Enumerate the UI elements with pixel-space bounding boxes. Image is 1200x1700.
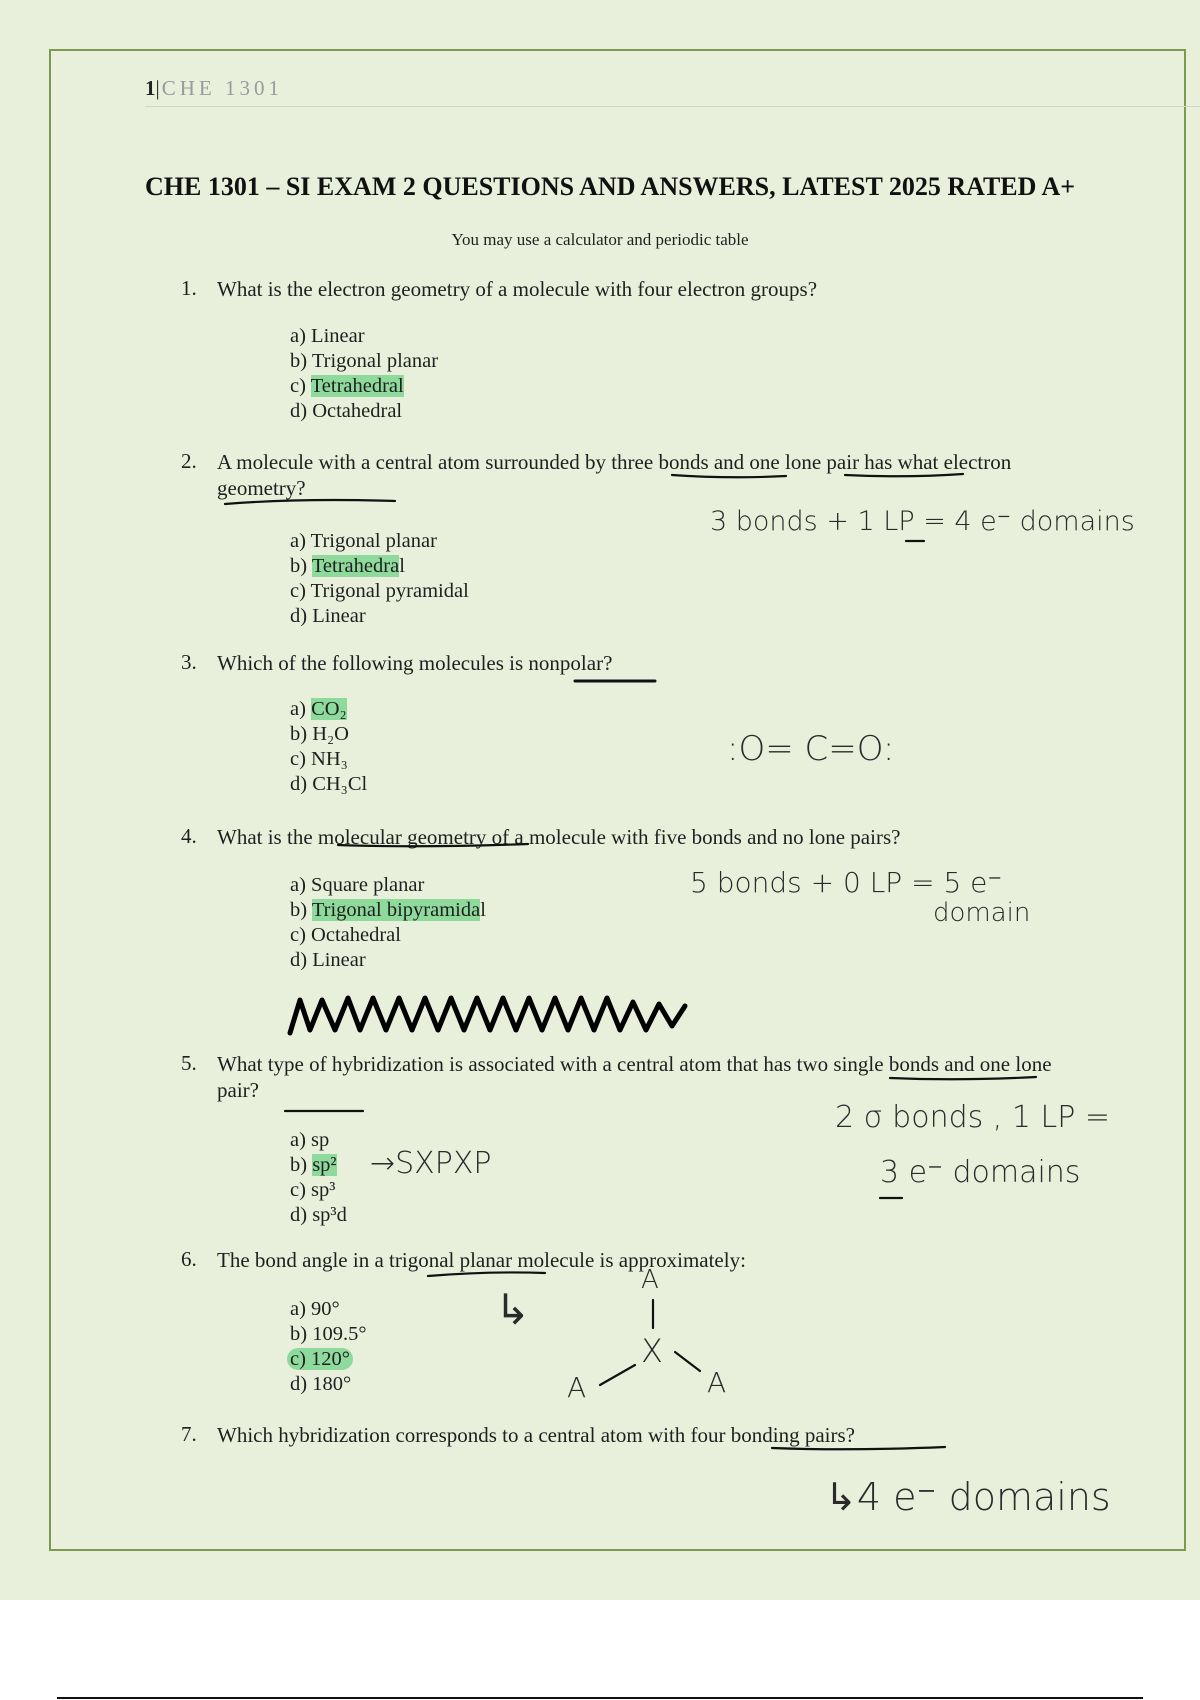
question-number: 5. — [181, 1051, 197, 1075]
handwritten-arrow-q5: →SXPXP — [370, 1146, 492, 1181]
bond-left — [600, 1365, 635, 1385]
option-c: c) NH₃ — [290, 748, 348, 770]
question-text: A molecule with a central atom surrounded by three bonds and one lone pair has what electron geometry? — [217, 450, 1012, 500]
handwritten-note-q5-2: 3 e⁻ domains — [880, 1155, 1081, 1190]
question-text: What is the molecular geometry of a molecule with five bonds and no lone pairs? — [217, 825, 901, 849]
question-text: Which hybridization corresponds to a central atom with four bonding pairs? — [217, 1423, 855, 1447]
scribble-out — [290, 998, 685, 1033]
molecule-atom-left: A — [567, 1371, 587, 1404]
handwritten-note-q7: ↳4 e⁻ domains — [825, 1475, 1111, 1519]
option-d: d) Linear — [290, 949, 366, 971]
answer-highlight: Tetrahedral — [310, 375, 404, 397]
underline-trigonal-planar — [428, 1272, 545, 1276]
option-b: b) H₂O — [290, 723, 349, 745]
question-text: What type of hybridization is associated with a central atom that has two single bonds and one lone pair? — [217, 1052, 1052, 1102]
handwritten-note-q5: 2 σ bonds , 1 LP = — [835, 1100, 1110, 1135]
option-d: d) Linear — [290, 605, 366, 627]
option-c: c) Trigonal pyramidal — [290, 580, 469, 602]
option-d: d) CH₃Cl — [290, 773, 368, 795]
option-b-answer: b) Tetrahedral — [290, 555, 405, 577]
question-number: 2. — [181, 449, 197, 473]
option-c: c) sp³ — [290, 1179, 336, 1201]
handwritten-note-q2: 3 bonds + 1 LP = 4 e⁻ domains — [710, 506, 1135, 537]
question-text: Which of the following molecules is nonpolar? — [217, 651, 613, 675]
question-text: The bond angle in a trigonal planar molecule is approximately: — [217, 1248, 746, 1272]
handwritten-lewis-structure: :O= C=O: — [727, 729, 895, 769]
option-a: a) Linear — [290, 325, 365, 347]
answer-highlight: sp² — [312, 1154, 337, 1176]
option-a: a) Trigonal planar — [290, 530, 437, 552]
option-d: d) Octahedral — [290, 400, 403, 422]
question-number: 6. — [181, 1247, 197, 1271]
handwritten-note-q4: 5 bonds + 0 LP = 5 e⁻ — [690, 866, 1003, 899]
molecule-atom-top: A — [641, 1265, 659, 1295]
header-separator: | — [155, 76, 162, 100]
question-number: 7. — [181, 1422, 197, 1446]
option-a: a) sp — [290, 1129, 330, 1151]
question-number: 4. — [181, 824, 197, 848]
document-title: CHE 1301 – SI EXAM 2 QUESTIONS AND ANSWERS, LATEST 2025 RATED A+ — [145, 172, 1076, 201]
question-number: 3. — [181, 650, 197, 674]
question-text: What is the electron geometry of a molecule with four electron groups? — [217, 277, 818, 301]
page-number: 1 — [145, 76, 156, 100]
option-a-answer: a) CO₂ — [290, 698, 347, 720]
underline-three-bonds — [672, 475, 786, 477]
answer-highlight: Trigonal bipyramida — [311, 899, 481, 921]
option-b: b) 109.5° — [290, 1323, 367, 1345]
handwritten-note-q4-2: domain — [933, 898, 1031, 928]
underline-molecular-geometry — [338, 844, 528, 846]
underline-electron-geometry — [225, 500, 395, 504]
option-b-answer: b) Trigonal bipyramidal — [290, 899, 486, 921]
handwritten-arrow-q6: ↳ — [495, 1285, 531, 1334]
underline-two-single-bonds — [890, 1077, 1036, 1079]
bond-right — [675, 1352, 700, 1371]
underline-one-lone-pair — [845, 474, 963, 476]
course-code: CHE 1301 — [161, 76, 283, 100]
underline-four-bonding-pairs — [772, 1447, 945, 1449]
option-b: b) Trigonal planar — [290, 350, 439, 372]
option-d: d) sp³d — [290, 1204, 347, 1226]
option-a: a) Square planar — [290, 874, 425, 896]
molecule-atom-right: A — [707, 1366, 727, 1399]
option-c-answer: c) Tetrahedral — [290, 375, 404, 397]
answer-highlight: CO₂ — [311, 698, 347, 720]
option-b-answer: b) sp² — [290, 1154, 337, 1176]
answer-highlight: c) 120° — [287, 1348, 353, 1370]
molecule-center-atom: X — [641, 1332, 663, 1370]
option-c: c) Octahedral — [290, 924, 401, 946]
exam-instructions: You may use a calculator and periodic table — [451, 230, 749, 249]
question-number: 1. — [181, 276, 197, 300]
footer-rule — [57, 1697, 1143, 1699]
option-d: d) 180° — [290, 1373, 352, 1395]
answer-highlight: Tetrahedra — [311, 555, 400, 577]
option-a: a) 90° — [290, 1298, 340, 1320]
